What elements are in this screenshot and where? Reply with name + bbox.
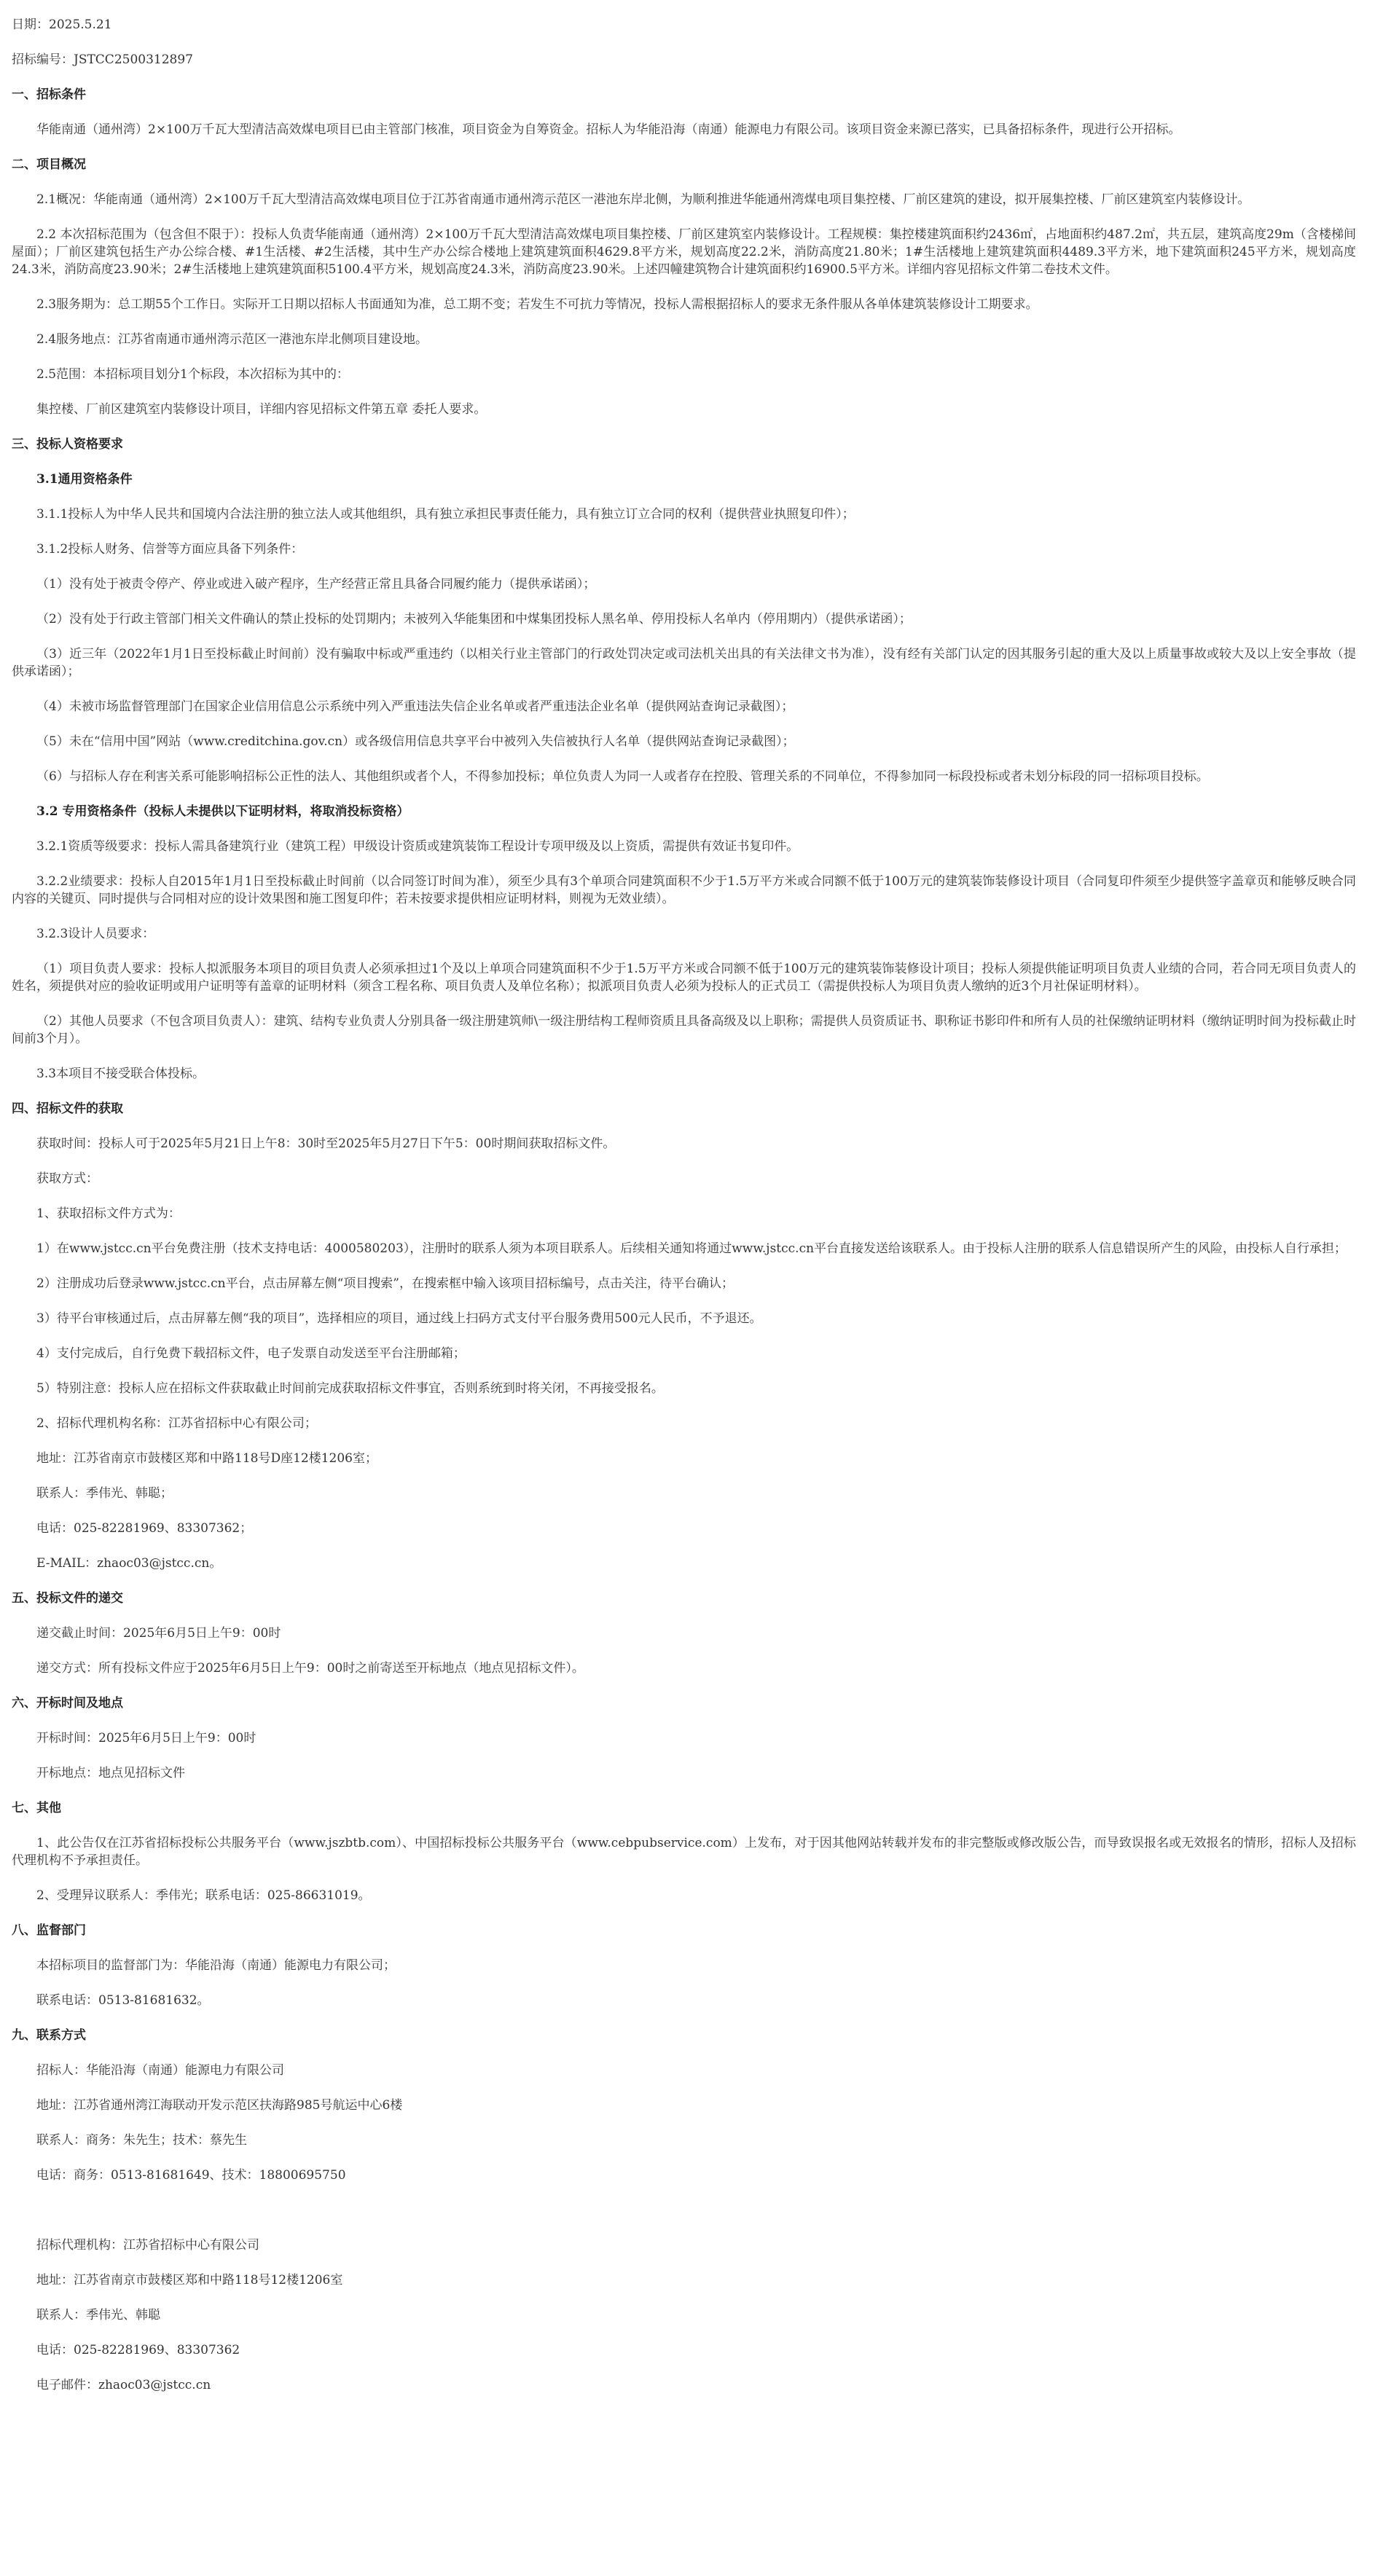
paragraph: 2）注册成功后登录www.jstcc.cn平台，点击屏幕左侧“项目搜索”，在搜索框中输入该项目招标编号，点击关注，待平台确认；	[36, 1276, 734, 1291]
paragraph: 联系人：季伟光、韩聪；	[36, 1486, 173, 1501]
paragraph: 2、招标代理机构名称：江苏省招标中心有限公司；	[36, 1416, 317, 1431]
paragraph: （1）项目负责人要求：投标人拟派服务本项目的项目负责人必须承担过1个及以上单项合同建筑面积不少于1.5万平方米或合同额不低于100万元的建筑装饰装修设计项目；投标人须提供能证明项目负责人业绩的合同，若合同无项目负责人的姓名，须提供对应的验收证明或用户证明等有盖章的证明材料（须含工程名称、项目负责人及单位名称）；拟派项目负责人必须为投标人的正式员工（需提供投标人为项目负责人缴纳的近3个月社保证明材料）。	[12, 962, 1356, 994]
paragraph: 开标时间：2025年6月5日上午9：00时	[36, 1731, 256, 1746]
paragraph: （1）没有处于被责令停产、停业或进入破产程序，生产经营正常且具备合同履约能力（提供承诺函）；	[36, 577, 596, 592]
paragraph: （5）未在“信用中国”网站（www.creditchina.gov.cn）或各级信用信息共享平台中被列入失信被执行人名单（提供网站查询记录截图）；	[36, 734, 795, 749]
section-title-bid-opening: 六、开标时间及地点	[12, 1696, 123, 1711]
paragraph: 华能南通（通州湾）2×100万千瓦大型清洁高效煤电项目已由主管部门核准，项目资金为自筹资金。招标人为华能沿海（南通）能源电力有限公司。该项目资金来源已落实，已具备招标条件，现进行公开招标。	[36, 122, 1181, 137]
paragraph: 集控楼、厂前区建筑室内装修设计项目，详细内容见招标文件第五章 委托人要求。	[36, 402, 487, 417]
paragraph: 2.2 本次招标范围为（包含但不限于）：投标人负责华能南通（通州湾）2×100万千瓦大型清洁高效煤电项目集控楼、厂前区建筑室内装修设计。工程规模：集控楼建筑面积约2436㎡，占地面积约487.2㎡，共五层，建筑高度29m（含楼梯间屋面）；厂前区建筑包括生产办公综合楼、#1生活楼、#2生活楼，其中生产办公综合楼地上建筑建筑面积4629.8平方米，规划高度22.2米，消防高度21.80米；1#生活楼地上建筑建筑面积4489.3平方米，地下建筑面积245平方米，规划高度24.3米，消防高度23.90米；2#生活楼地上建筑建筑面积5100.4平方米，规划高度24.3米，消防高度23.90米。上述四幢建筑物合计建筑面积约16900.5平方米。详细内容见招标文件第二卷技术文件。	[12, 227, 1356, 277]
paragraph: 3.1.2投标人财务、信誉等方面应具备下列条件：	[36, 542, 304, 557]
contact-email: 电子邮件：zhaoc03@jstcc.cn	[36, 2378, 211, 2392]
paragraph: 电话：商务：0513-81681649、技术：18800695750	[36, 2168, 346, 2183]
paragraph: 2.1概况：华能南通（通州湾）2×100万千瓦大型清洁高效煤电项目位于江苏省南通市通州湾示范区一港池东岸北侧，为顺利推进华能通州湾煤电项目集控楼、厂前区建筑的建设，拟开展集控楼、厂前区建筑室内装修设计。	[36, 192, 1250, 207]
paragraph: 地址：江苏省南京市鼓楼区郑和中路118号12楼1206室	[36, 2273, 343, 2288]
paragraph: 本招标项目的监督部门为：华能沿海（南通）能源电力有限公司；	[36, 1958, 396, 1973]
paragraph: 2.5范围：本招标项目划分1个标段，本次招标为其中的：	[36, 367, 349, 382]
paragraph: 1）在www.jstcc.cn平台免费注册（技术支持电话：4000580203），注册时的联系人须为本项目联系人。后续相关通知将通过www.jstcc.cn平台直接发送给该联系人。由于投标人注册的联系人信息错误所产生的风险，由投标人自行承担；	[36, 1241, 1347, 1256]
paragraph: 3）待平台审核通过后，点击屏幕左侧“我的项目”，选择相应的项目，通过线上扫码方式支付平台服务费用500元人民币，不予退还。	[36, 1311, 762, 1326]
paragraph: 招标人：华能沿海（南通）能源电力有限公司	[36, 2063, 284, 2078]
subsection-title-special: 3.2 专用资格条件（投标人未提供以下证明材料，将取消投标资格）	[36, 804, 410, 819]
paragraph: 3.2.3设计人员要求：	[36, 927, 155, 941]
paragraph: 电话：025-82281969、83307362	[36, 2343, 240, 2357]
paragraph: 递交方式：所有投标文件应于2025年6月5日上午9：00时之前寄送至开标地点（地点见招标文件）。	[36, 1661, 584, 1676]
paragraph: 获取时间：投标人可于2025年5月21日上午8：30时至2025年5月27日下午5：00时期间获取招标文件。	[36, 1136, 616, 1151]
bid-number: 招标编号：JSTCC2500312897	[12, 52, 193, 67]
paragraph: 递交截止时间：2025年6月5日上午9：00时	[36, 1626, 281, 1641]
paragraph: 联系人：季伟光、韩聪	[36, 2308, 160, 2322]
section-title-contact: 九、联系方式	[12, 2028, 86, 2043]
paragraph: （2）没有处于行政主管部门相关文件确认的禁止投标的处罚期内；未被列入华能集团和中煤集团投标人黑名单、停用投标人名单内（停用期内）（提供承诺函）；	[36, 612, 912, 627]
section-title-bid-conditions: 一、招标条件	[12, 87, 86, 102]
paragraph: 1、获取招标文件方式为：	[36, 1206, 181, 1221]
section-title-other: 七、其他	[12, 1801, 61, 1815]
paragraph: 地址：江苏省通州湾江海联动开发示范区扶海路985号航运中心6楼	[36, 2098, 403, 2113]
paragraph: 2.3服务期为：总工期55个工作日。实际开工日期以招标人书面通知为准，总工期不变；若发生不可抗力等情况，投标人需根据招标人的要求无条件服从各单体建筑装修设计工期要求。	[36, 297, 1038, 312]
paragraph: 2、受理异议联系人：季伟光；联系电话：025-86631019。	[36, 1888, 371, 1903]
section-title-submission: 五、投标文件的递交	[12, 1591, 123, 1606]
paragraph: 1、此公告仅在江苏省招标投标公共服务平台（www.jszbtb.com）、中国招标投标公共服务平台（www.cebpubservice.com）上发布，对于因其他网站转载并发布的非完整版或修改版公告，而导致误报名或无效报名的情形，招标人及招标代理机构不予承担责任。	[12, 1836, 1356, 1868]
paragraph: （3）近三年（2022年1月1日至投标截止时间前）没有骗取中标或严重违约（以相关行业主管部门的行政处罚决定或司法机关出具的有关法律文书为准），没有经有关部门认定的因其服务引起的重大及以上质量事故或较大及以上安全事故（提供承诺函）；	[12, 647, 1356, 679]
paragraph: 2.4服务地点：江苏省南通市通州湾示范区一港池东岸北侧项目建设地。	[36, 332, 428, 347]
contact-email: E-MAIL：zhaoc03@jstcc.cn。	[36, 1556, 222, 1571]
section-title-project-overview: 二、项目概况	[12, 157, 86, 172]
paragraph: 联系电话：0513-81681632。	[36, 1993, 210, 2008]
paragraph: 地址：江苏省南京市鼓楼区郑和中路118号D座12楼1206室；	[36, 1451, 377, 1466]
section-title-supervision: 八、监督部门	[12, 1923, 86, 1938]
paragraph: 联系人：商务：朱先生；技术：蔡先生	[36, 2133, 247, 2148]
paragraph: （2）其他人员要求（不包含项目负责人）：建筑、结构专业负责人分别具备一级注册建筑师\一级注册结构工程师资质且具备高级及以上职称；需提供人员资质证书、职称证书影印件和所有人员的社保缴纳证明材料（缴纳证明时间为投标截止时间前3个月）。	[12, 1014, 1356, 1046]
spacer	[12, 2202, 1356, 2237]
paragraph: 3.1.1投标人为中华人民共和国境内合法注册的独立法人或其他组织，具有独立承担民事责任能力，具有独立订立合同的权利（提供营业执照复印件）；	[36, 507, 855, 522]
paragraph: （6）与招标人存在利害关系可能影响招标公正性的法人、其他组织或者个人，不得参加投标；单位负责人为同一人或者存在控股、管理关系的不同单位，不得参加同一标段投标或者未划分标段的同一招标项目投标。	[36, 769, 1209, 784]
subsection-title-general: 3.1通用资格条件	[36, 472, 133, 487]
paragraph: （4）未被市场监督管理部门在国家企业信用信息公示系统中列入严重违法失信企业名单或者严重违法企业名单（提供网站查询记录截图）；	[36, 699, 794, 714]
paragraph: 电话：025-82281969、83307362；	[36, 1521, 253, 1536]
paragraph: 开标地点：地点见招标文件	[36, 1766, 185, 1780]
section-title-bidder-qualifications: 三、投标人资格要求	[12, 437, 123, 452]
paragraph: 3.2.1资质等级要求：投标人需具备建筑行业（建筑工程）甲级设计资质或建筑装饰工程设计专项甲级及以上资质，需提供有效证书复印件。	[36, 839, 799, 854]
notice-date: 日期：2025.5.21	[12, 17, 112, 32]
paragraph: 招标代理机构：江苏省招标中心有限公司	[36, 2238, 259, 2253]
paragraph: 3.2.2业绩要求：投标人自2015年1月1日至投标截止时间前（以合同签订时间为准），须至少具有3个单项合同建筑面积不少于1.5万平方米或合同额不低于100万元的建筑装饰装修设计项目（合同复印件须至少提供签字盖章页和能够反映合同内容的关键页、同时提供与合同相对应的设计效果图和施工图复印件；若未按要求提供相应证明材料，则视为无效业绩）。	[12, 874, 1356, 906]
paragraph: 获取方式：	[36, 1171, 98, 1186]
paragraph: 4）支付完成后，自行免费下载招标文件，电子发票自动发送至平台注册邮箱；	[36, 1346, 466, 1361]
paragraph: 3.3本项目不接受联合体投标。	[36, 1067, 205, 1081]
paragraph: 5）特别注意：投标人应在招标文件获取截止时间前完成获取招标文件事宜，否则系统到时将关闭，不再接受报名。	[36, 1381, 664, 1396]
section-title-obtain-documents: 四、招标文件的获取	[12, 1102, 123, 1116]
